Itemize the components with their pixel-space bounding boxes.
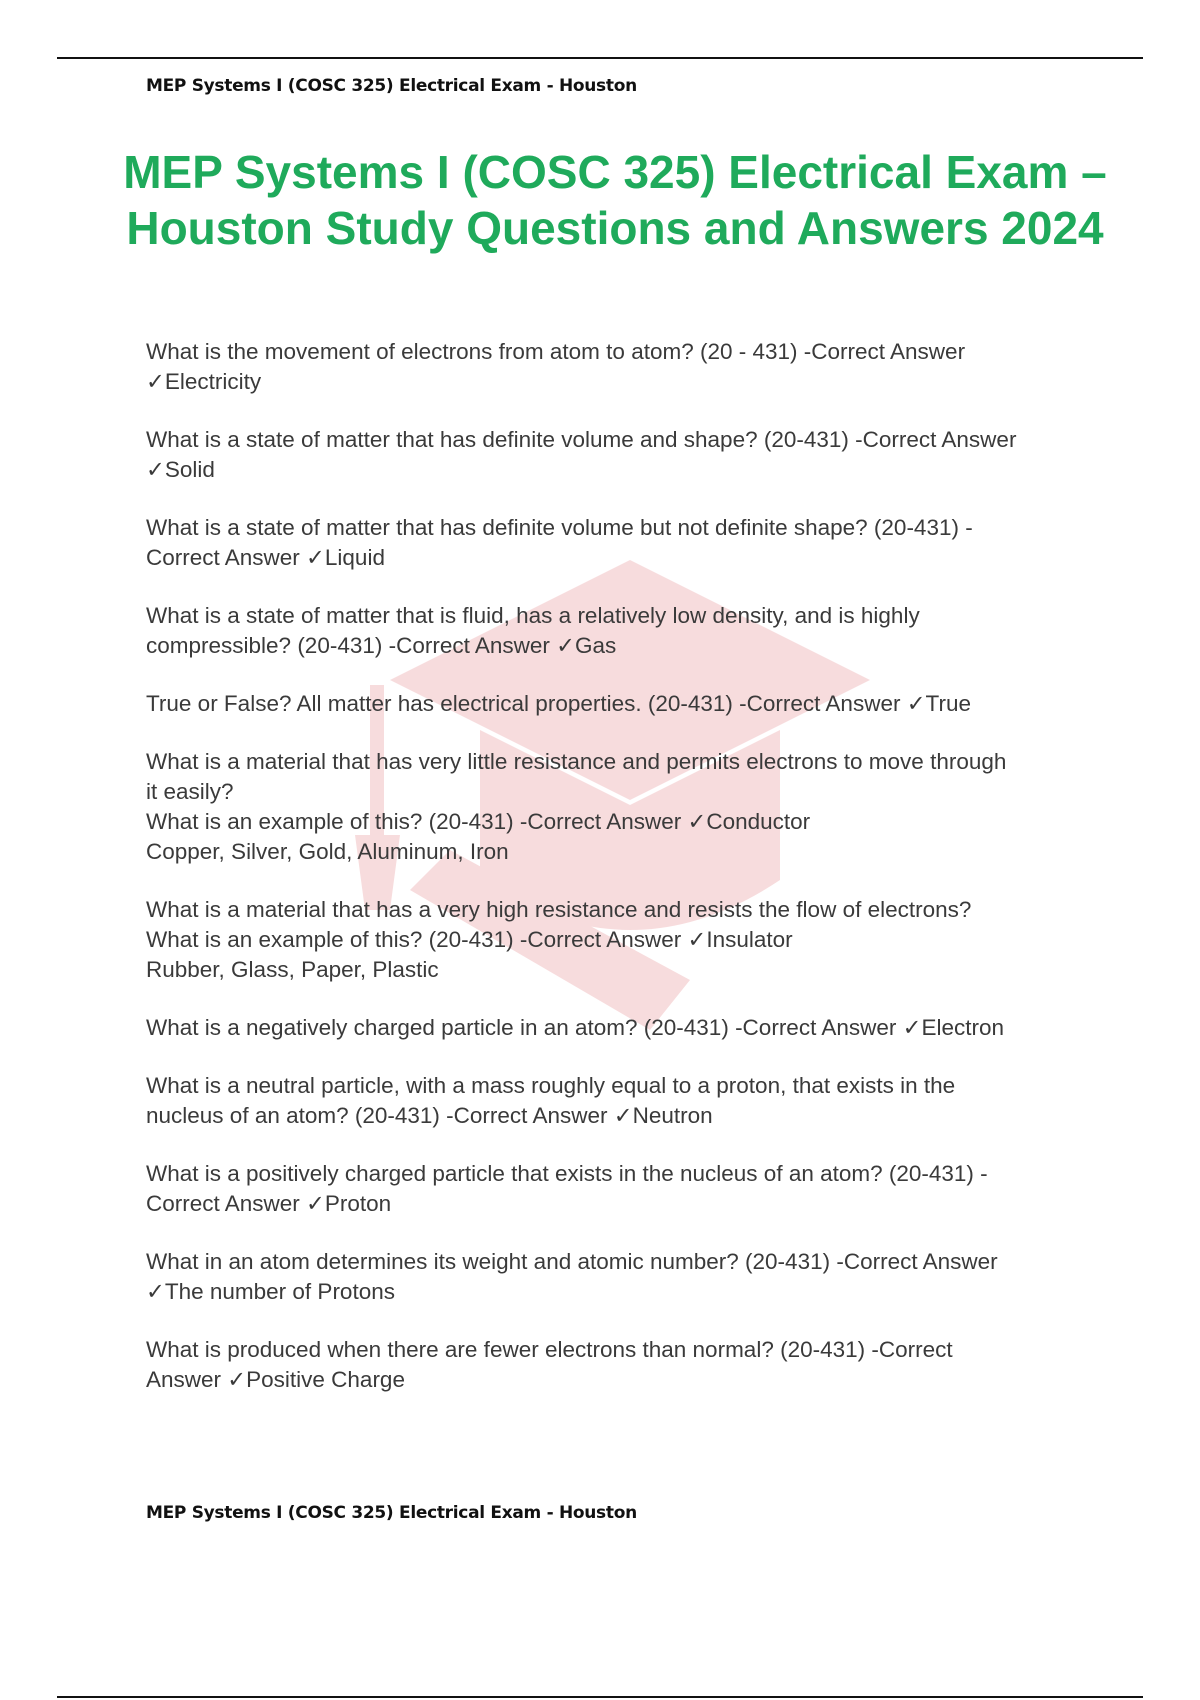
document-title: MEP Systems I (COSC 325) Electrical Exam – Houston Study Questions and Answers 2024 [123,146,1107,254]
qa-item: What is produced when there are fewer electrons than normal? (20-431) -Correct Answer ✓Positive Charge [146,1337,953,1392]
qa-item: What is a negatively charged particle in an atom? (20-431) -Correct Answer ✓Electron [146,1015,1004,1040]
bottom-rule [57,1696,1143,1698]
qa-item: What is a state of matter that is fluid, has a relatively low density, and is highly compressible? (20-431) -Correct Answer ✓Gas [146,603,920,658]
qa-item: What is a material that has very little resistance and permits electrons to move through it easily? What is an example of this? (20-431) -Correct Answer ✓Conductor Copper, Silver, Gold, Aluminum, Iron [146,749,1007,864]
qa-item: What in an atom determines its weight and atomic number? (20-431) -Correct Answer ✓The number of Protons [146,1249,998,1304]
qa-list [146,337,1096,1423]
running-header: MEP Systems I (COSC 325) Electrical Exam - Houston [146,76,637,96]
top-rule [57,57,1143,59]
qa-item: What is a material that has a very high resistance and resists the flow of electrons? What is an example of this? (20-431) -Correct Answer ✓Insulator Rubber, Glass, Paper, Plastic [146,897,972,982]
running-footer: MEP Systems I (COSC 325) Electrical Exam - Houston [146,1503,637,1523]
qa-item: True or False? All matter has electrical properties. (20-431) -Correct Answer ✓True [146,691,971,716]
qa-item: What is a state of matter that has definite volume and shape? (20-431) -Correct Answer ✓Solid [146,427,1017,482]
qa-item: What is a state of matter that has definite volume but not definite shape? (20-431) - Correct Answer ✓Liquid [146,515,973,570]
qa-item: What is a positively charged particle that exists in the nucleus of an atom? (20-431) - Correct Answer ✓Proton [146,1161,988,1216]
qa-item: What is a neutral particle, with a mass roughly equal to a proton, that exists in the nucleus of an atom? (20-431) -Correct Answer ✓Neutron [146,1073,956,1128]
qa-item: What is the movement of electrons from atom to atom? (20 - 431) -Correct Answer ✓Electricity [146,339,966,394]
